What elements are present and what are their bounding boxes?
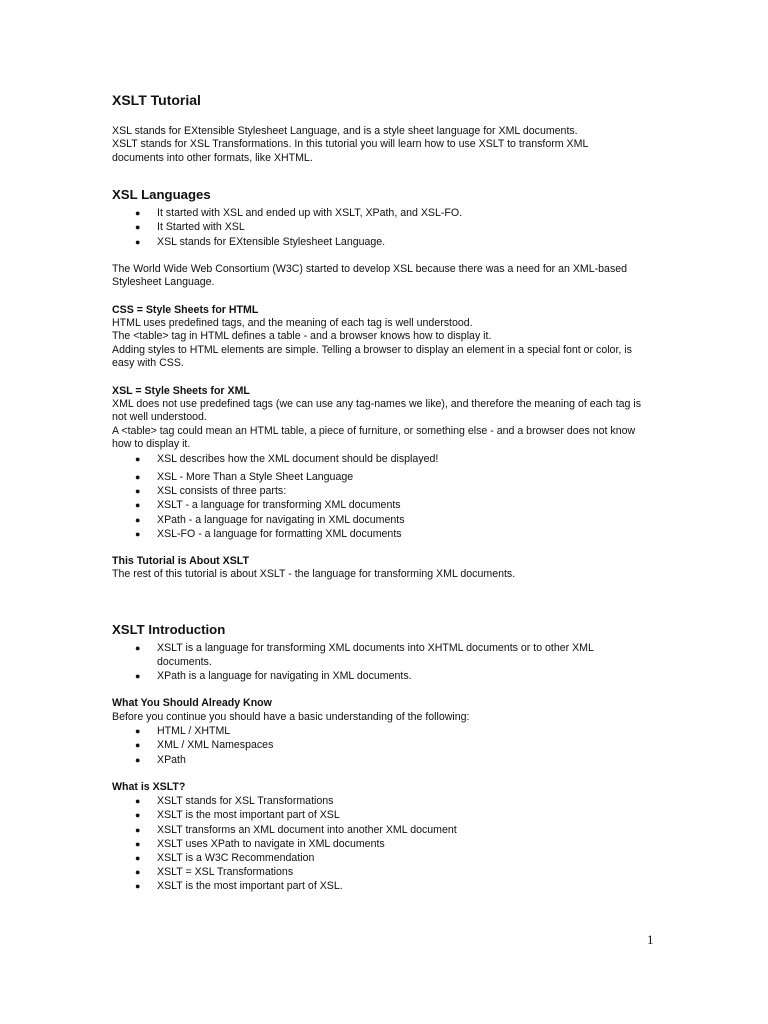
list-item: ● XPath is a language for navigating in XML documents. [135,670,412,683]
bullet-icon: ● [135,881,141,892]
list-item: ● XSL consists of three parts: [135,485,287,498]
list-item: ● XSLT is the most important part of XSL. [135,880,343,893]
list-item: ● XSL describes how the XML document should be displayed! [135,452,439,465]
subheading-about-xslt: This Tutorial is About XSLT [112,554,249,567]
bullet-icon: ● [135,236,141,247]
bullet-icon: ● [135,838,141,849]
bullet-icon: ● [135,852,141,863]
bullet-icon: ● [135,867,141,878]
list-item: ● XSL stands for EXtensible Stylesheet Language. [135,235,386,248]
prerequisites-list [112,724,642,767]
bullet-icon: ● [135,222,141,233]
bullet-icon: ● [135,740,141,751]
bullet-icon: ● [135,642,141,653]
list-item: ● It Started with XSL [135,221,245,234]
page-content [112,92,642,894]
list-item: ● XSLT = XSL Transformations [135,866,294,879]
intro-line-2: XSLT stands for XSL Transformations. In this tutorial you will learn how to use XSLT to transform XML documents into other formats, like XHTML. [112,138,588,164]
bullet-icon: ● [135,824,141,835]
xslt-intro-list [112,641,642,684]
what-is-xslt-list [112,794,642,893]
bullet-icon: ● [135,796,141,807]
list-item: ● XSLT is a W3C Recommendation [135,851,315,864]
list-item: ● XSLT is a language for transforming XML documents into XHTML documents or to other XML documents. [135,641,594,668]
css-line: Adding styles to HTML elements are simple. Telling a browser to display an element in a special font or color, is easy with CSS. [112,343,632,370]
xsl-line: XML does not use predefined tags (we can use any tag-names we like), and therefore the meaning of each tag is not well understood. [112,398,642,424]
subheading-what-you-should-know: What You Should Already Know [112,697,272,710]
css-line: HTML uses predefined tags, and the meaning of each tag is well understood. [112,317,473,330]
section-heading-xslt-introduction: XSLT Introduction [112,621,226,637]
list-item: ● XSLT is the most important part of XSL [135,809,340,822]
list-item: ● XSLT - a language for transforming XML documents [135,499,401,512]
page-number: 1 [647,932,654,947]
bullet-icon: ● [135,500,141,511]
list-item: ● XSL-FO - a language for formatting XML documents [135,527,402,540]
subheading-what-is-xslt: What is XSLT? [112,780,186,793]
xsl-parts-list [112,452,642,541]
bullet-icon: ● [135,208,141,219]
subheading-xsl: XSL = Style Sheets for XML [112,384,250,397]
bullet-icon: ● [135,754,141,765]
know-text: Before you continue you should have a basic understanding of the following: [112,710,470,723]
list-item: ● HTML / XHTML [135,725,231,738]
intro-line-1: XSL stands for EXtensible Stylesheet Language, and is a style sheet language for XML documents. [112,125,578,137]
list-item: ● XSLT stands for XSL Transformations [135,795,334,808]
w3c-paragraph: The World Wide Web Consortium (W3C) started to develop XSL because there was a need for an XML-based Stylesheet Language. [112,262,628,289]
list-item: ● XSL - More Than a Style Sheet Language [135,470,354,483]
about-text: The rest of this tutorial is about XSLT - the language for transforming XML documents. [112,568,516,581]
xsl-line: A <table> tag could mean an HTML table, a piece of furniture, or something else - and a browser does not know how to display it. [112,424,636,451]
list-item: ● XPath [135,753,186,766]
bullet-icon: ● [135,471,141,482]
list-item: ● It started with XSL and ended up with XSLT, XPath, and XSL-FO. [135,207,463,220]
xsl-languages-list [112,206,642,249]
bullet-icon: ● [135,453,141,464]
list-item: ● XPath - a language for navigating in XML documents [135,513,405,526]
page-title: XSLT Tutorial [112,92,201,108]
list-item: ● XSLT uses XPath to navigate in XML documents [135,837,385,850]
bullet-icon: ● [135,726,141,737]
bullet-icon: ● [135,486,141,497]
list-item: ● XSLT transforms an XML document into another XML document [135,823,457,836]
list-item: ● XML / XML Namespaces [135,739,274,752]
bullet-icon: ● [135,810,141,821]
subheading-css: CSS = Style Sheets for HTML [112,303,259,316]
bullet-icon: ● [135,528,141,539]
section-heading-xsl-languages: XSL Languages [112,187,211,203]
css-line: The <table> tag in HTML defines a table - and a browser knows how to display it. [112,330,492,343]
bullet-icon: ● [135,671,141,682]
bullet-icon: ● [135,514,141,525]
